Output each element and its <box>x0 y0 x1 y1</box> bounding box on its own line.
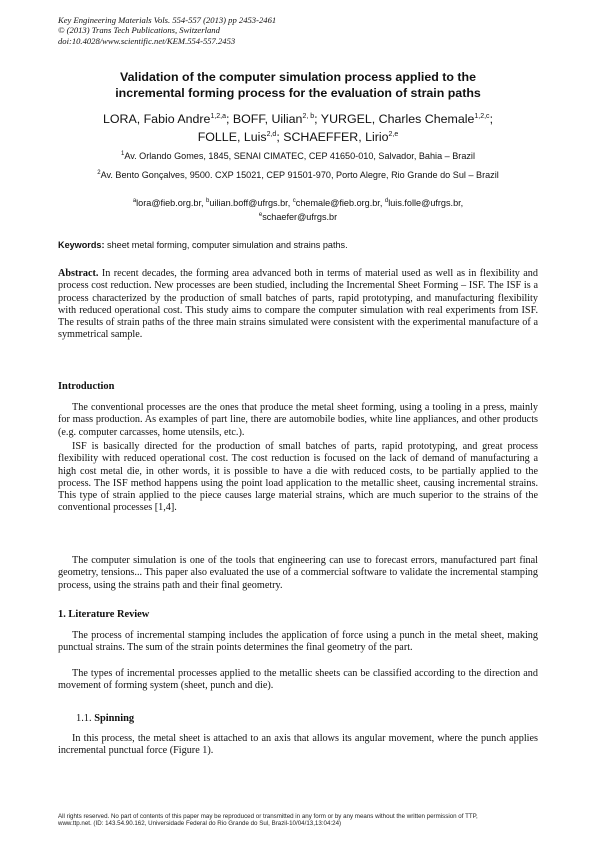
abstract <box>58 268 538 342</box>
paper-title <box>58 70 538 101</box>
email-marker: d <box>384 198 389 204</box>
section-heading-introduction: Introduction <box>58 381 115 392</box>
email-marker: a <box>132 198 137 204</box>
email-link[interactable]: lora@fieb.org.br, <box>136 198 207 209</box>
author-name: ; SCHAEFFER, Lirio <box>276 130 389 145</box>
paragraph: The computer simulation is one of the tools that engineering can use to forecast errors, manufactured part final geometry, tensions... This paper also evaluated the use of a commercial software to validate the incremental stamping process, using the strains path and their final geometry. <box>58 555 538 591</box>
email-marker: e <box>258 211 263 218</box>
author-emails <box>58 196 538 223</box>
paragraph: The types of incremental processes applied to the metallic sheets can be classified according to the direction and movement of forming system (sheet, punch and die). <box>58 668 538 692</box>
footer-line-1: All rights reserved. No part of contents of this paper may be reproduced or transmitted in any form or by any means without the written permission of TTP, <box>58 813 478 820</box>
affiliation-text: Av. Bento Gonçalves, 9500. CXP 15021, CEP 91501-970, Porto Alegre, Rio Grande do Sul – Brazil <box>100 170 499 181</box>
paragraph: In this process, the metal sheet is attached to an axis that allows its angular movement, where the punch applies incremental punctual force (Figure 1). <box>58 733 538 757</box>
keywords-label: Keywords: <box>58 240 105 250</box>
journal-line-1: Key Engineering Materials Vols. 554-557 (2013) pp 2453-2461 <box>58 15 277 25</box>
author-name: ; BOFF, Uilian <box>226 112 303 127</box>
paragraph: ISF is basically directed for the production of small batches of parts, rapid prototyping, and great process flexibility with reduced operational cost. The cost reduction is focused on the lack of demand of manufacturing a high cost metal die, in other words, it is possible to have a die with reduced costs, to be partially applied to the process. The ISF method happens using the point load application to the metallic sheet, causing incremental strains. This type of strain applied to the piece causes large material strains, which are much superior to the strains of the conventional processes [1,4]. <box>58 441 538 514</box>
affiliation-text: Av. Orlando Gomes, 1845, SENAI CIMATEC, CEP 41650-010, Salvador, Bahia – Brazil <box>124 151 475 162</box>
author-affiliation-marker: 2,e <box>388 131 399 139</box>
paragraph: The conventional processes are the ones that produce the metal sheet forming, using a tooling in a press, mainly for mass production. As examples of part line, there are automobile bodies, white line appliances, and other products (e.g. computer carcasses, home utensils, etc.). <box>58 402 538 438</box>
author-affiliation-marker: 1,2,a <box>210 113 227 120</box>
author-name: ; YURGEL, Charles Chemale <box>314 112 475 127</box>
email-link[interactable]: uilian.boff@ufrgs.br, <box>209 198 293 209</box>
copyright-footer <box>58 813 538 828</box>
paragraph: The process of incremental stamping includes the application of force using a punch in the metal sheet, making punctual strains. The sum of the strain points determines the final geometry of the part. <box>58 630 538 654</box>
subsection-heading-spinning <box>76 713 134 724</box>
affiliation-2 <box>58 168 538 182</box>
affiliation-marker: 2 <box>97 170 101 176</box>
author-separator: ; <box>489 112 494 127</box>
subsection-title: Spinning <box>94 713 135 724</box>
author-affiliation-marker: 2,d <box>266 131 277 139</box>
abstract-label: Abstract. <box>58 268 99 279</box>
affiliation-marker: 1 <box>121 151 125 157</box>
subsection-number: 1.1. <box>76 713 95 724</box>
journal-line-2: © (2013) Trans Tech Publications, Switzerland <box>58 25 220 36</box>
section-heading-literature-review: 1. Literature Review <box>58 609 150 620</box>
author-affiliation-marker: 2, b <box>302 113 315 120</box>
author-name: LORA, Fabio Andre <box>102 112 211 127</box>
title-line-1: Validation of the computer simulation process applied to the <box>120 70 476 84</box>
title-line-2: incremental forming process for the evaluation of strain paths <box>115 85 481 100</box>
abstract-text: In recent decades, the forming area advanced both in terms of material used as well as in flexibility and process cost reduction. New processes are been studied, including the Incremental Sheet Forming – ISF. The ISF is a process characterized by the production of small batches of parts, rapid prototyping, and manufacturing flexibility with reduced operational cost. This study aims to compare the computer simulation with real experiments from ISF. The results of strain paths of the three main strains simulated were consistent with the experimental manufacture of a symmetrical sample. <box>58 268 538 341</box>
email-link[interactable]: chemale@fieb.org.br, <box>295 198 385 209</box>
affiliation-1 <box>58 149 538 163</box>
journal-doi: doi:10.4028/www.scientific.net/KEM.554-557.2453 <box>58 35 236 46</box>
journal-citation <box>58 15 358 46</box>
footer-line-2: www.ttp.net. (ID: 143.54.90.162, Universidade Federal do Rio Grande do Sul, Brazil-10/04/13,13:04:24) <box>58 820 342 828</box>
author-affiliation-marker: 1,2,c <box>474 113 490 120</box>
email-link[interactable]: schaefer@ufrgs.br <box>262 211 338 222</box>
keywords-text: sheet metal forming, computer simulation and strains paths. <box>104 240 348 250</box>
keywords <box>58 240 538 252</box>
email-marker: b <box>206 198 210 204</box>
email-marker: c <box>292 198 296 204</box>
author-name: FOLLE, Luis <box>197 130 267 145</box>
email-link[interactable]: luis.folle@ufrgs.br, <box>388 198 464 209</box>
author-list <box>58 109 538 145</box>
